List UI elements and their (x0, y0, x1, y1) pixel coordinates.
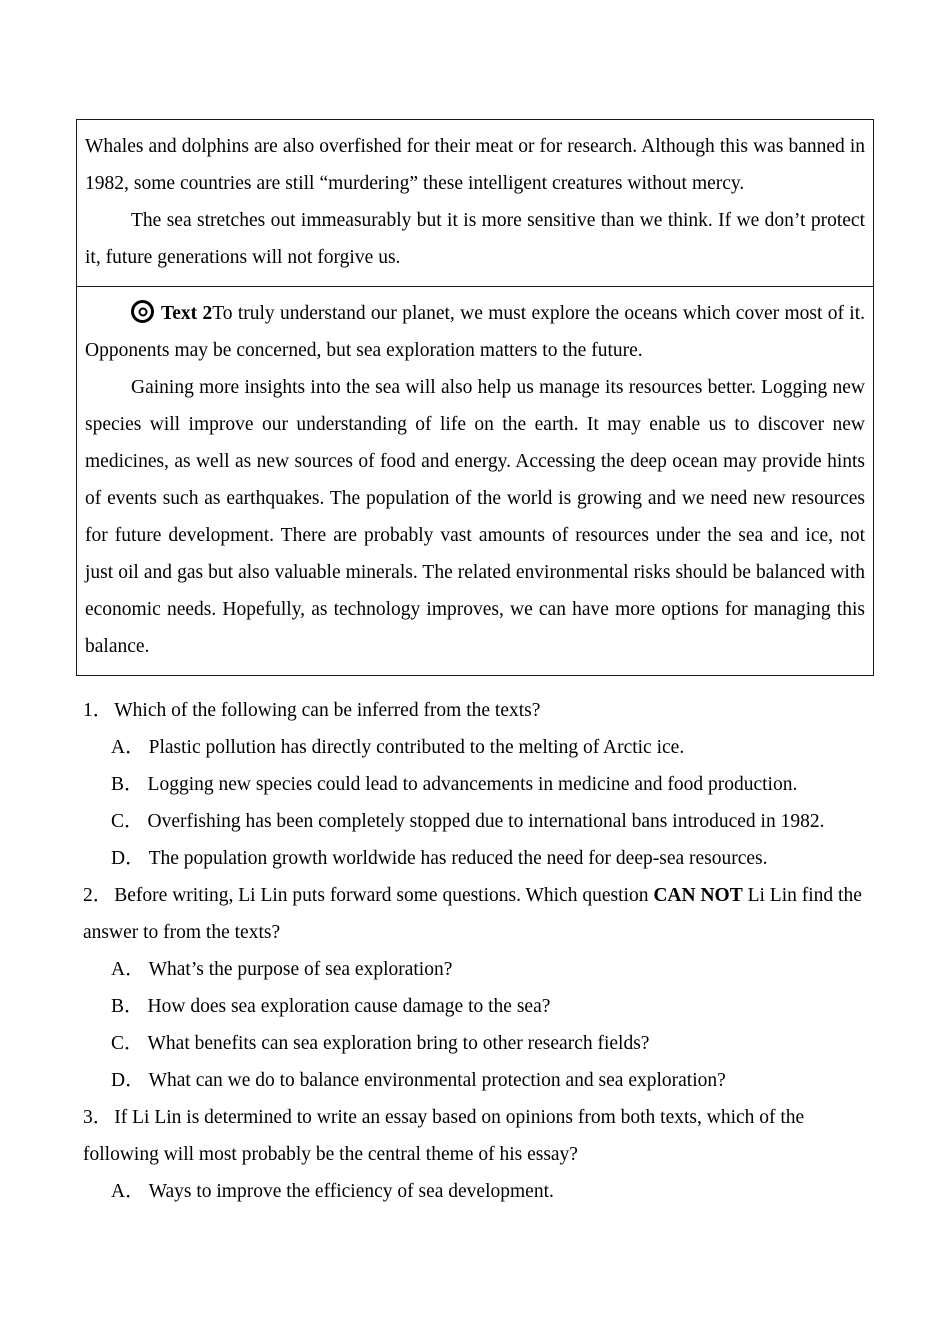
text2-paragraph-1 (85, 295, 865, 369)
option-text: Overfishing has been completely stopped due to international bans introduced in 1982. (147, 811, 825, 832)
option-text: How does sea exploration cause damage to the sea? (147, 996, 551, 1017)
option-text: The population growth worldwide has reduced the need for deep-sea resources. (148, 848, 768, 869)
question-3-options (83, 1173, 873, 1210)
option-text: What can we do to balance environmental protection and sea exploration? (148, 1070, 726, 1091)
questions-list (83, 692, 873, 1210)
question-1-stem (83, 692, 873, 729)
question-3-number: 3 ． (83, 1107, 110, 1128)
text2-paragraph-2: Gaining more insights into the sea will also help us manage its resources better. Logging new species will improve our understanding of life on the earth. It may enable us to discover new medicines, as well as new sources of food and energy. Accessing the deep ocean may provide hints of events such as earthquakes. The population of the world is growing and we need new resources for future development. There are probably vast amounts of resources under the sea and ice, not just oil and gas but also valuable minerals. The related environmental risks should be balanced with economic needs. Hopefully, as technology improves, we can have more options for managing this balance. (85, 377, 865, 657)
question-3 (83, 1099, 873, 1210)
option-letter: A ． (111, 737, 143, 758)
passage-section-text2 (77, 286, 873, 675)
question-2 (83, 877, 873, 1099)
question-2-options (83, 951, 873, 1099)
bullseye-icon (131, 300, 154, 323)
question-1 (83, 692, 873, 877)
option-letter: D ． (111, 848, 143, 869)
option-letter: D ． (111, 1070, 143, 1091)
question-2-option-a[interactable] (83, 951, 873, 988)
question-2-stem-bold: CAN NOT (653, 885, 743, 906)
question-1-stem-text: Which of the following can be inferred from the texts? (114, 700, 541, 721)
question-2-stem-before-bold: Before writing, Li Lin puts forward some questions. Which question (114, 885, 654, 906)
passage-box (76, 119, 874, 676)
text2-paragraph-1-text: To truly understand our planet, we must explore the oceans which cover most of it. Opponents may be concerned, but sea exploration matters to the future. (85, 303, 866, 361)
option-text: What benefits can sea exploration bring to other research fields? (147, 1033, 650, 1054)
question-2-stem (83, 877, 873, 951)
text1-paragraph-1: Whales and dolphins are also overfished for their meat or for research. Although this was banned in 1982, some countries are still “murdering” these intelligent creatures without mercy. (85, 136, 865, 194)
question-2-option-c[interactable] (83, 1025, 873, 1062)
question-1-options (83, 729, 873, 877)
question-3-option-a[interactable] (83, 1173, 873, 1210)
question-1-option-c[interactable] (83, 803, 873, 840)
question-1-number: 1 ． (83, 700, 110, 721)
text2-label: Text 2 (161, 303, 213, 324)
question-2-stem-after-bold: Li Lin find the answer to from the texts? (83, 885, 862, 943)
option-text: Plastic pollution has directly contributed to the melting of Arctic ice. (148, 737, 685, 758)
passage-section-text1 (77, 120, 873, 286)
question-1-option-b[interactable] (83, 766, 873, 803)
question-2-option-b[interactable] (83, 988, 873, 1025)
question-3-stem-text: If Li Lin is determined to write an essay based on opinions from both texts, which of the following will most probably be the central theme of his essay? (83, 1107, 805, 1165)
question-3-stem (83, 1099, 873, 1173)
option-letter: C ． (111, 1033, 142, 1054)
option-text: What’s the purpose of sea exploration? (148, 959, 453, 980)
question-1-option-a[interactable] (83, 729, 873, 766)
question-2-option-d[interactable] (83, 1062, 873, 1099)
option-letter: A ． (111, 1181, 143, 1202)
text1-paragraph-2: The sea stretches out immeasurably but it is more sensitive than we think. If we don’t protect it, future generations will not forgive us. (85, 210, 865, 268)
option-text: Logging new species could lead to advancements in medicine and food production. (147, 774, 798, 795)
option-letter: B ． (111, 774, 142, 795)
option-letter: B ． (111, 996, 142, 1017)
question-2-number: 2 ． (83, 885, 110, 906)
question-1-option-d[interactable] (83, 840, 873, 877)
option-text: Ways to improve the efficiency of sea development. (148, 1181, 554, 1202)
option-letter: A ． (111, 959, 143, 980)
option-letter: C ． (111, 811, 142, 832)
